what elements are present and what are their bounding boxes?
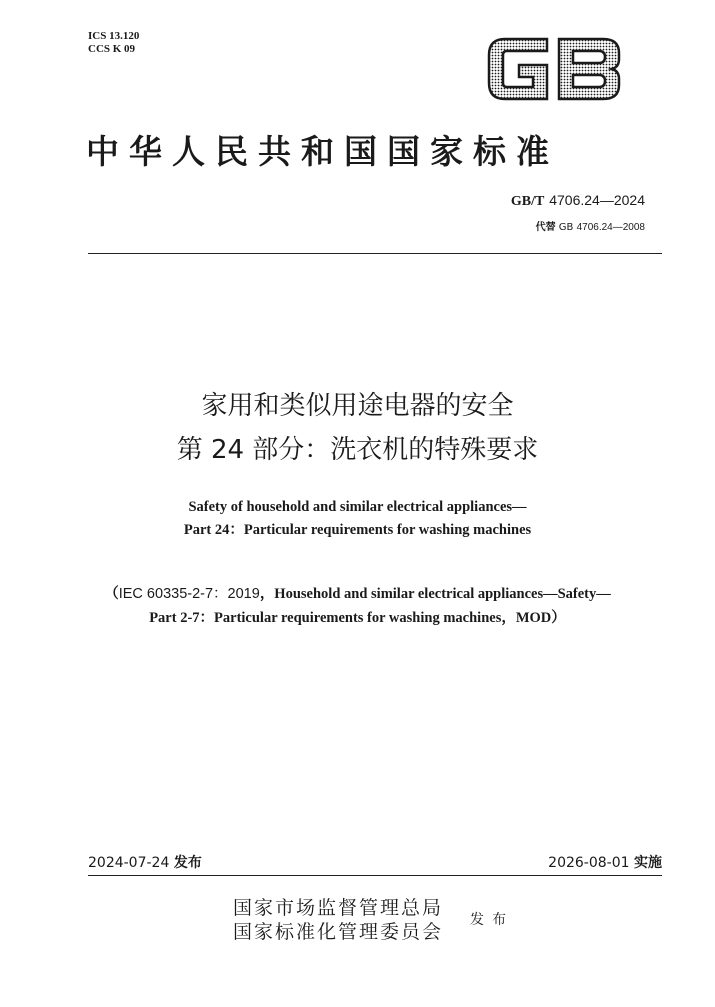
- iec-reference: IEC 60335-2-7：2019: [118, 586, 260, 602]
- replaces-number: 4706.24—2008: [576, 222, 645, 233]
- standard-number-value: 4706.24—2024: [549, 192, 645, 208]
- issuing-authorities: [233, 896, 443, 944]
- issuer-sac: 国家标准化管理委员会: [233, 921, 444, 943]
- issuer-samr: 国家市场监督管理总局: [233, 897, 444, 919]
- replaces-label: 代替: [535, 222, 556, 233]
- publish-label: 发布: [470, 912, 514, 928]
- issue-date-label: 发布: [173, 855, 202, 871]
- effective-date-label: 实施: [634, 855, 662, 871]
- gb-logo: [485, 33, 625, 105]
- footer-divider: [88, 875, 662, 876]
- logo-letter-b: [559, 39, 619, 99]
- title-cn-line1: 家用和类似用途电器的安全: [201, 391, 514, 421]
- issue-date-value: 2024-07-24: [88, 855, 170, 871]
- title-en-line1: Safety of household and similar electrical appliances—: [188, 499, 527, 515]
- standard-series-title: 中华人民共和国国家标准: [86, 132, 559, 171]
- adoption-line1: [0, 584, 715, 605]
- logo-letter-g: [489, 39, 547, 99]
- replaces-prefix: GB: [558, 222, 574, 233]
- replaces-line: [536, 218, 645, 233]
- title-cn-line2: 第 24 部分：洗衣机的特殊要求: [176, 435, 539, 465]
- ics-code: ICS 13.120: [88, 30, 140, 42]
- adoption-line1-rest: ，Household and similar electrical appliances—Safety—: [259, 586, 611, 602]
- adoption-open-paren: （: [104, 586, 119, 602]
- header-divider: [88, 253, 662, 254]
- standard-prefix: GB/T: [510, 194, 545, 209]
- classification-codes: [88, 30, 139, 56]
- adoption-line2: Part 2-7：Particular requirements for washing machines，MOD）: [149, 610, 566, 626]
- standard-number: [511, 192, 645, 210]
- issue-date: [88, 852, 202, 872]
- ccs-code: CCS K 09: [88, 43, 136, 55]
- effective-date: [548, 852, 662, 872]
- effective-date-value: 2026-08-01: [548, 855, 630, 871]
- title-en-line2: Part 24：Particular requirements for washing machines: [183, 522, 532, 538]
